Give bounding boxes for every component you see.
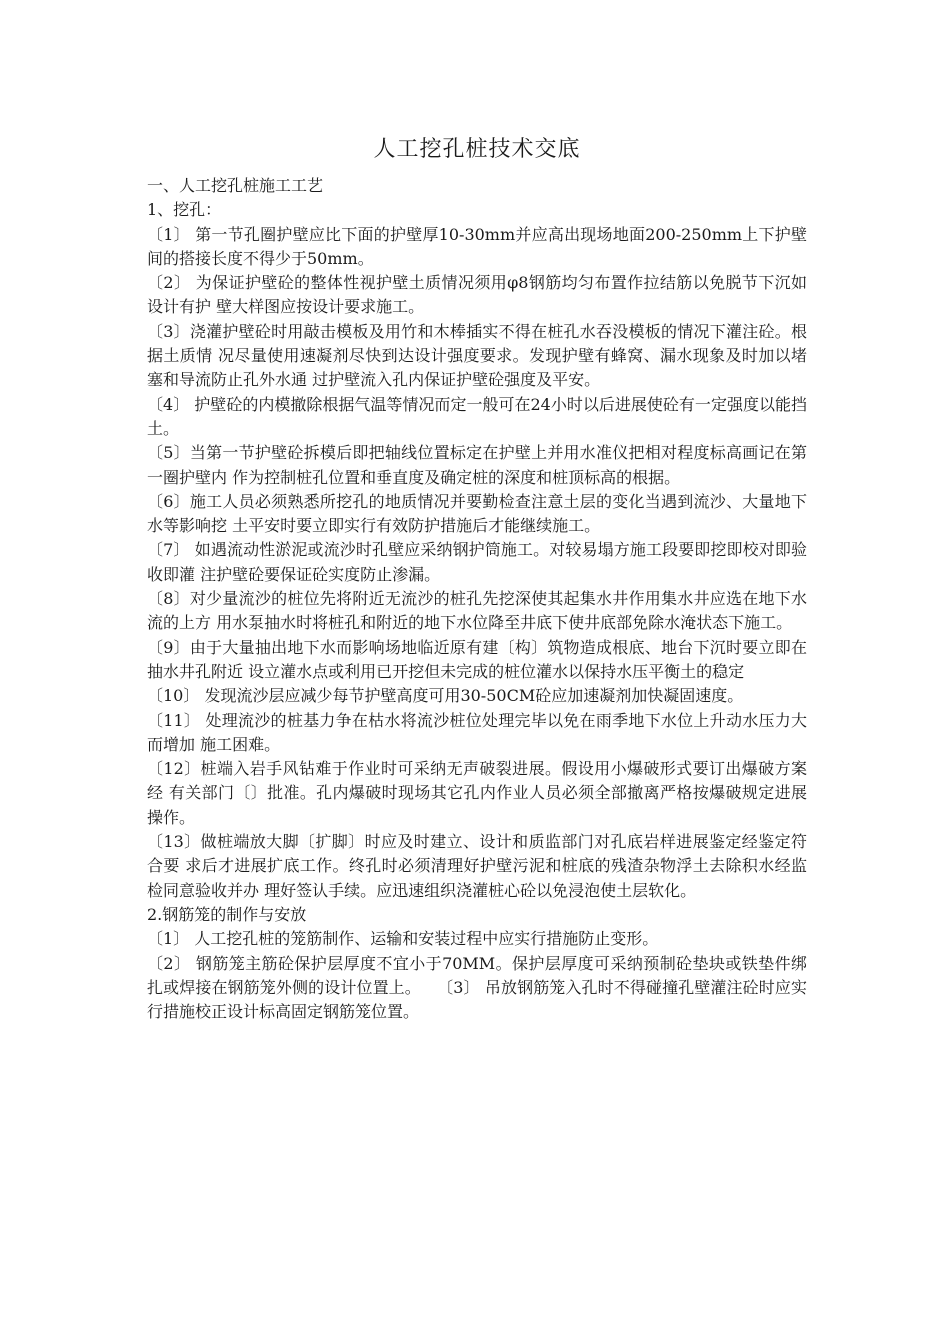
paragraph: 〔6〕施工人员必须熟悉所挖孔的地质情况并要勤检查注意土层的变化当遇到流沙、大量地下水等影响挖 土平安时要立即实行有效防护措施后才能继续施工。 <box>147 491 807 536</box>
paragraph: 〔2〕 为保证护壁砼的整体性视护壁土质情况须用φ8钢筋均匀布置作拉结筋以免脱节下沉如设计有护 壁大样图应按设计要求施工。 <box>147 273 807 317</box>
paragraph-list <box>147 223 807 903</box>
paragraph: 〔4〕 护壁砼的内模撤除根据气温等情况而定一般可在24小时以后进展使砼有一定强度以能挡土。 <box>147 394 807 438</box>
paragraph: 〔9〕由于大量抽出地下水而影响场地临近原有建〔构〕筑物造成根底、地台下沉时要立即在抽水井孔附近 设立灌水点或利用已开挖但未完成的桩位灌水以保持水压平衡土的稳定 <box>147 637 807 681</box>
document-title: 人工挖孔桩技术交底 <box>373 137 581 162</box>
paragraph: 〔1〕 人工挖孔桩的笼筋制作、运输和安装过程中应实行措施防止变形。 <box>147 929 659 949</box>
paragraph-list <box>147 927 807 1024</box>
paragraph: 〔12〕桩端入岩手风钻难于作业时可采纳无声破裂进展。假设用小爆破形式要订出爆破方案经 有关部门〔〕批准。孔内爆破时现场其它孔内作业人员必须全部撤离严格按爆破规定进展操作。 <box>147 759 807 827</box>
paragraph: 〔1〕 第一节孔圈护壁应比下面的护壁厚10-30mm并应高出现场地面200-250mm上下护壁间的搭接长度不得少于50mm。 <box>147 224 807 268</box>
paragraph: 〔3〕浇灌护壁砼时用敲击模板及用竹和木棒插实不得在桩孔水吞没模板的情况下灌注砼。根据土质情 况尽量使用速凝剂尽快到达设计强度要求。发现护壁有蜂窝、漏水现象及时加以堵塞和导流防止孔外水通 过护壁流入孔内保证护壁砼强度及平安。 <box>147 321 807 390</box>
paragraph: 〔2〕 钢筋笼主筋砼保护层厚度不宜小于70MM。保护层厚度可采纳预制砼垫块或铁垫件绑扎或焊接在钢筋笼外侧的设计位置上。 〔3〕 吊放钢筋笼入孔时不得碰撞孔壁灌注砼时应实行措施校正设计标高固定钢筋笼位置。 <box>147 953 807 1022</box>
paragraph: 〔7〕 如遇流动性淤泥或流沙时孔壁应采纳钢护筒施工。对较易塌方施工段要即挖即校对即验收即灌 注护壁砼要保证砼实度防止渗漏。 <box>147 540 807 584</box>
document-page <box>147 132 807 1024</box>
section-heading: 一、人工挖孔桩施工工艺 <box>147 176 324 195</box>
paragraph: 〔10〕 发现流沙层应减少每节护壁高度可用30-50CM砼应加速凝剂加快凝固速度。 <box>147 686 744 706</box>
subsection-heading: 2.钢筋笼的制作与安放 <box>147 904 307 924</box>
paragraph: 〔11〕 处理流沙的桩基力争在枯水将流沙桩位处理完毕以免在雨季地下水位上升动水压力大而增加 施工困难。 <box>147 710 807 754</box>
paragraph: 〔8〕对少量流沙的桩位先将附近无流沙的桩孔先挖深使其起集水井作用集水井应选在地下水流的上方 用水泵抽水时将桩孔和附近的地下水位降至井底下使井底部免除水淹状态下施工。 <box>147 589 807 633</box>
subsection-heading: 1、挖孔： <box>147 200 222 220</box>
paragraph: 〔5〕当第一节护壁砼拆模后即把轴线位置标定在护壁上并用水准仪把相对程度标高画记在第一圈护壁内 作为控制桩孔位置和垂直度及确定桩的深度和桩顶标高的根据。 <box>147 443 807 487</box>
paragraph: 〔13〕做桩端放大脚〔扩脚〕时应及时建立、设计和质监部门对孔底岩样进展鉴定经鉴定符合要 求后才进展扩底工作。终孔时必须清理好护壁污泥和桩底的残渣杂物浮土去除积水经监检同意验收并办 理好签认手续。应迅速组织浇灌桩心砼以免浸泡使土层软化。 <box>147 832 807 900</box>
